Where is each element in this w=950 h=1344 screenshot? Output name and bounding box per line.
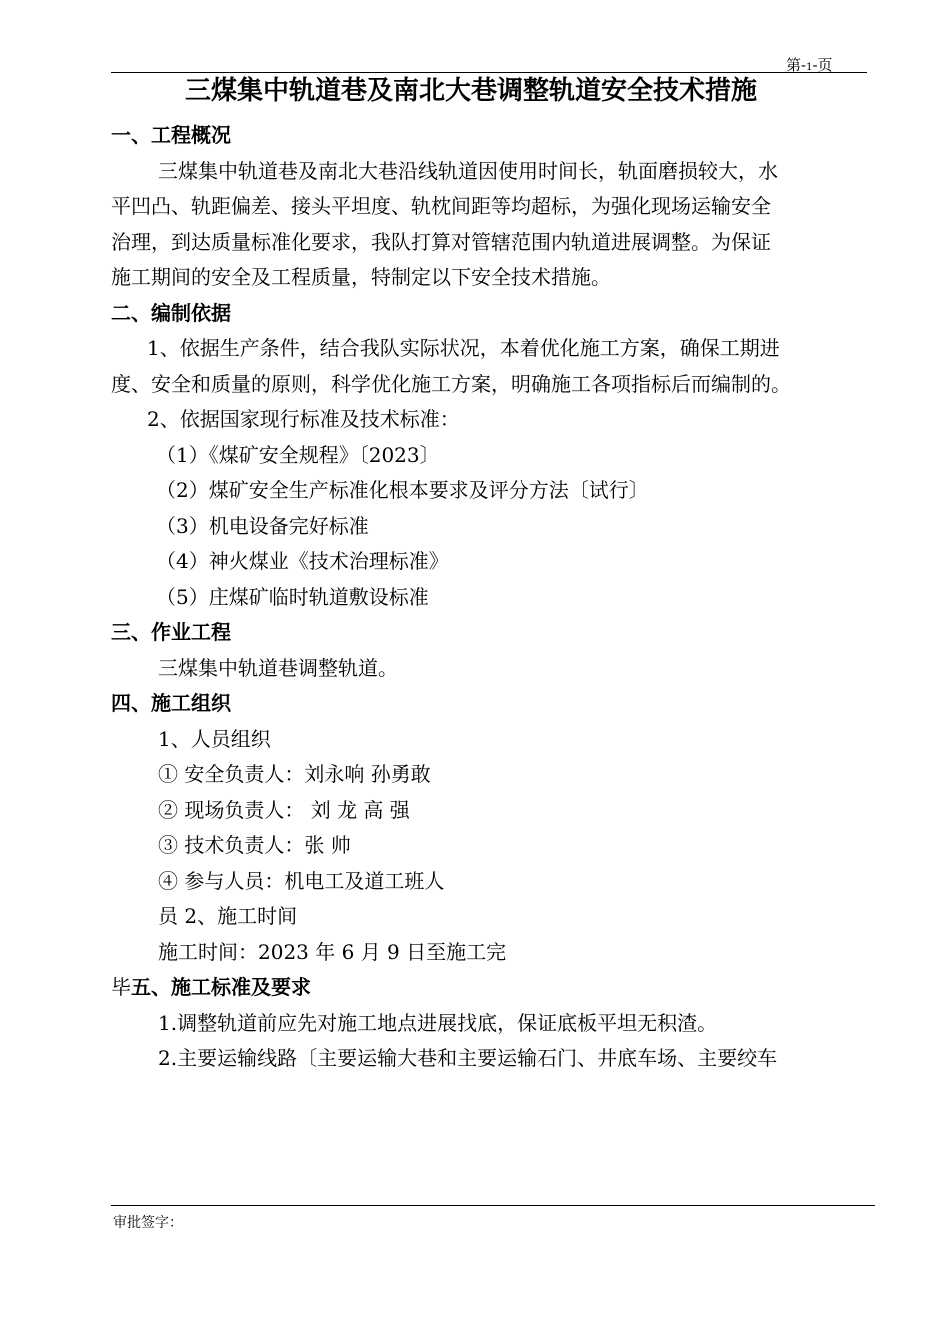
section-heading-basis: 二、编制依据 <box>111 300 231 325</box>
section-heading-overview: 一、工程概况 <box>111 123 231 147</box>
document-body <box>111 118 856 1077</box>
section-heading-standards: 毕五、施工标准及要求 <box>111 975 311 999</box>
paragraph-line: 1.调整轨道前应先对施工地点进展找底，保证底板平坦无积渣。 <box>158 1010 718 1035</box>
paragraph-line: 治理，到达质量标准化要求，我队打算对管辖范围内轨道进展调整。为保证 <box>111 229 771 254</box>
personnel-item: ③ 技术负责人：张 帅 <box>158 833 351 857</box>
paragraph-line: 2.主要运输线路〔主要运输大巷和主要运输石门、井底车场、主要绞车 <box>158 1046 778 1070</box>
section-heading-organization: 四、施工组织 <box>111 691 231 715</box>
paragraph-line: 施工期间的安全及工程质量，特制定以下安全技术措施。 <box>111 265 611 289</box>
paragraph-line: 2、依据国家现行标准及技术标准： <box>147 407 460 431</box>
footer-rule <box>111 1205 875 1206</box>
paragraph-line: 1、依据生产条件，结合我队实际状况，本着优化施工方案，确保工期进 <box>147 336 780 360</box>
document-title: 三煤集中轨道巷及南北大巷调整轨道安全技术措施 <box>184 76 757 106</box>
paragraph-line: 度、安全和质量的原则，科学优化施工方案，明确施工各项指标后而编制的。 <box>111 371 791 396</box>
page-number: 第-1-页 <box>786 56 833 74</box>
list-item: （5）庄煤矿临时轨道敷设标准 <box>156 584 429 609</box>
list-item: （4）神火煤业《技术治理标准》 <box>156 549 449 573</box>
personnel-item: ② 现场负责人： 刘 龙 高 强 <box>158 797 410 822</box>
paragraph-line: 三煤集中轨道巷调整轨道。 <box>158 655 398 680</box>
personnel-item: ① 安全负责人：刘永响 孙勇敢 <box>158 762 431 786</box>
list-item: （1）《煤矿安全规程》〔2023〕 <box>156 442 440 467</box>
paragraph-line: 平凹凸、轨距偏差、接头平坦度、轨枕间距等均超标，为强化现场运输安全 <box>111 194 771 218</box>
approval-signature-label: 审批签字： <box>113 1215 183 1231</box>
paragraph-line: 施工时间：2023 年 6 月 9 日至施工完 <box>158 939 507 964</box>
personnel-item: ④ 参与人员：机电工及道工班人 <box>158 868 445 893</box>
list-item: （2）煤矿安全生产标准化根本要求及评分方法〔试行〕 <box>156 478 649 502</box>
section-heading-work: 三、作业工程 <box>111 620 231 644</box>
list-item: （3）机电设备完好标准 <box>156 513 369 538</box>
paragraph-line: 三煤集中轨道巷及南北大巷沿线轨道因使用时间长，轨面磨损较大，水 <box>158 158 778 183</box>
paragraph-line: 1、人员组织 <box>158 726 271 751</box>
header-rule <box>111 72 867 73</box>
paragraph-line: 员 2、施工时间 <box>158 904 298 928</box>
